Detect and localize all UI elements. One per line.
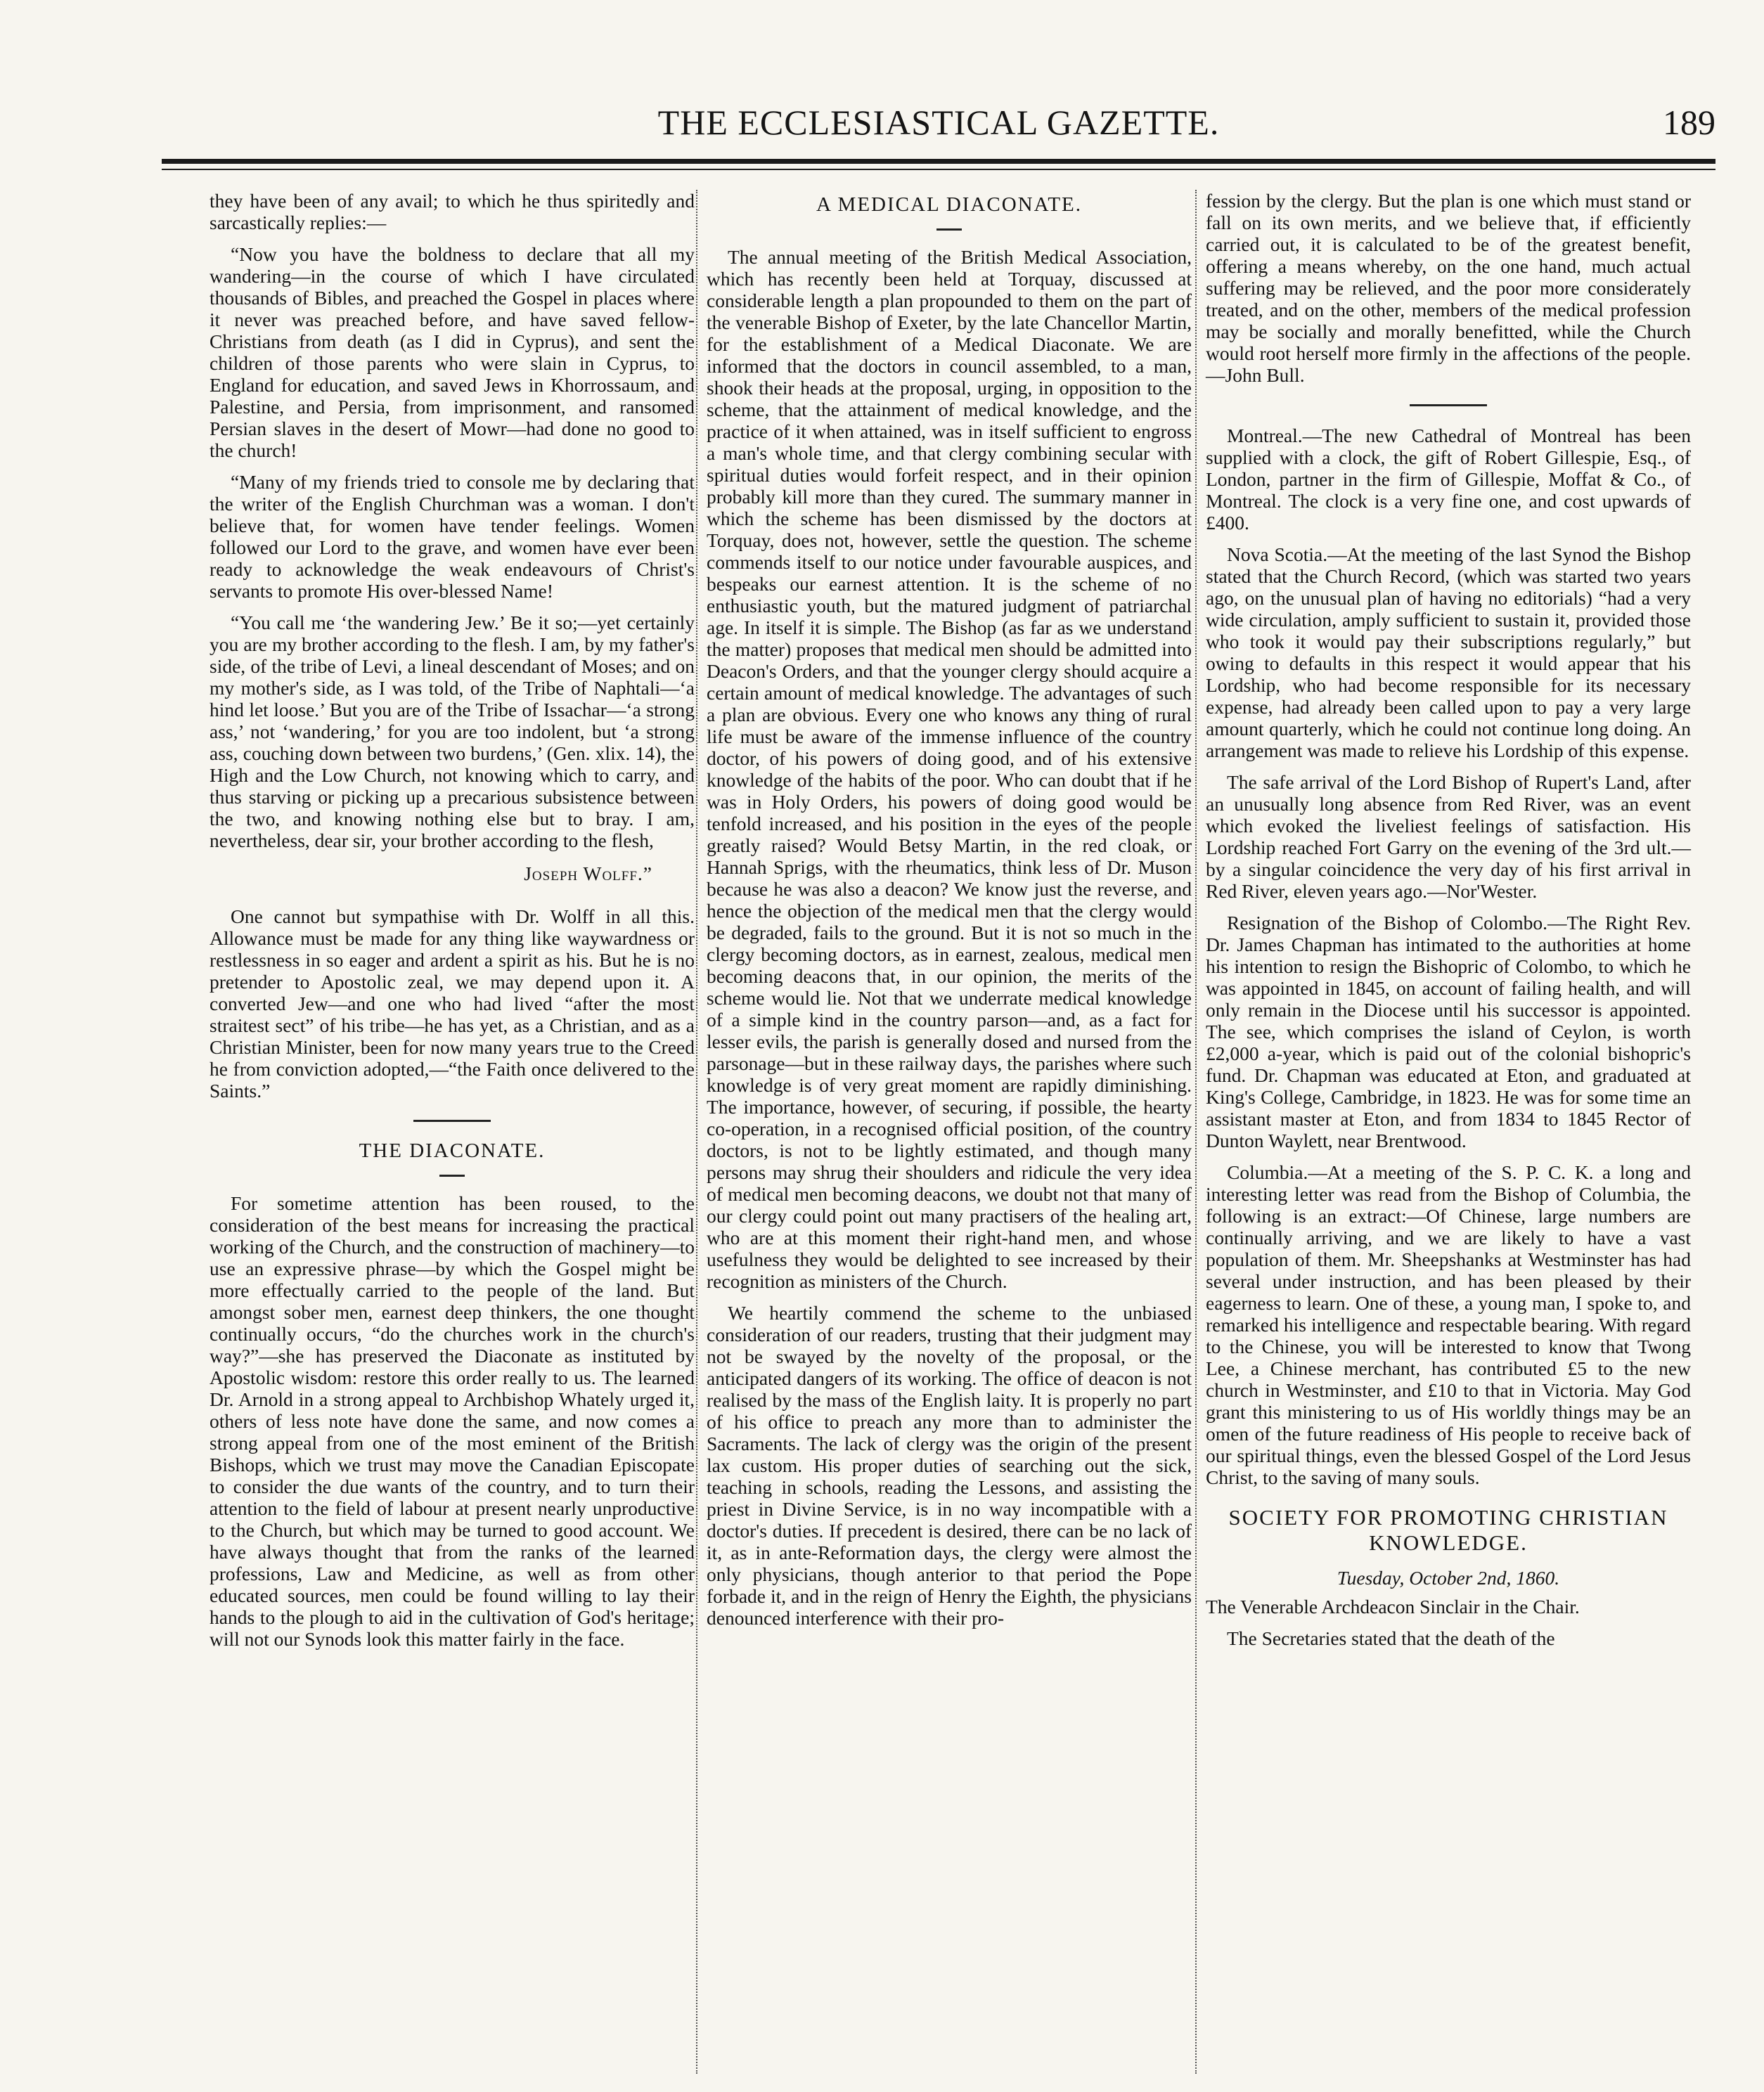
news-item-columbia: Columbia.—At a meeting of the S. P. C. K. a long and interesting letter was read from the Bishop of Columbia, the following is an extract:—Of Chinese, large numbers are continually arriving, and we are likely to have a vast population of them. Mr. Sheepshanks at Westminster has had several under instruction, and has been pleased by their eagerness to learn. One of these, a young man, I spoke to, and remarked his intelligence and respectable bearing. With regard to the Chinese, you will be interested to know that Twong Lee, a Chinese merchant, has contributed £5 to the new church in Westminster, and £10 to that in Victoria. May God grant this ministering to us of His worldly things may be an omen of the future readiness of His people to receive back of our spiritual things, even the blessed Gospel of the Lord Jesus Christ, to the saving of many souls. [1206,1161,1691,1488]
heading-underline [936,228,962,231]
news-item-colombo: Resignation of the Bishop of Colombo.—The Right Rev. Dr. James Chapman has intimated to the authorities at home his intention to resign the Bishopric of Colombo, to which he was appointed in 1845, on account of failing health, and will only remain in the Diocese until his successor is appointed. The see, which comprises the island of Ceylon, is worth £2,000 a-year, which is paid out of the colonial bishopric's fund. Dr. Chapman was educated at Eton, and graduated at King's College, Cambridge, in 1823. He was for some time an assistant master at Eton, and from 1834 to 1845 Rector of Dunton Waylett, near Brentwood. [1206,912,1691,1151]
heading-medical-diaconate: A MEDICAL DIACONATE. [816,193,1083,216]
news-item-montreal: Montreal.—The new Cathedral of Montreal has been supplied with a clock, the gift of Robert Gillespie, Esq., of London, partner in the firm of Gillespie, Moffat & Co., of Montreal. The clock is a very fine one, and cost upwards of £400. [1206,425,1691,534]
column-separator-2 [1195,190,1199,2074]
signature-joseph-wolff: Joseph Wolff.” [524,863,652,884]
masthead [162,102,1715,158]
editorial-comment: One cannot but sympathise with Dr. Wolff in all this. Allowance must be made for any thing like waywardness or restlessness in so eager and ardent a spirit as his. But he is no pretender to Apostolic zeal, we may depend upon it. A converted Jew—and one who had lived “after the most straitest sect” of his tribe—he has yet, as a Christian, and as a Christian Minister, been for now many years true to the Creed he from conviction adopted,—“the Faith once delivered to the Saints.” [210,905,695,1102]
meeting-chair: The Venerable Archdeacon Sinclair in the Chair. [1206,1596,1580,1618]
column-separator-1 [696,190,700,2074]
wolff-letter-paragraph: “Now you have the boldness to declare that all my wandering—in the course of which I have circulated thousands of Bibles, and preached the Gospel in places where it never was preached before, and have saved fellow-Christians from death (as I did in Cyprus), and sent the children of those parents who were slain in Cyprus, to England for education, and saved Jews in Khorrossaum, and Palestine, and Persia, from imprisonment, and ransomed Persian slaves in the desert of Mowr—had done no good to the church! [210,243,695,461]
section-divider [413,1120,491,1122]
medical-diaconate-paragraph: The annual meeting of the British Medical Association, which has recently been held at Torquay, discussed at considerable length a plan propounded to them on the part of the venerable Bishop of Exeter, by the late Chancellor Martin, for the establishment of a Medical Diaconate. We are informed that the doctors in council assembled, to a man, shook their heads at the proposal, urging, in opposition to the scheme, that the attainment of medical knowledge, and the practice of it when attained, was in itself sufficient to engross a man's whole time, and that clergy combining secular with spiritual duties would forfeit respect, and in their opinion probably kill more than they cured. The summary manner in which the scheme has been dismissed by the doctors at Torquay, does not, however, settle the question. The scheme commends itself to our notice under favourable auspices, and bespeaks our earnest attention. It is the scheme of no enthusiastic youth, but the matured judgment of patriarchal age. In itself it is simple. The Bishop (as far as we understand the matter) proposes that medical men should be admitted into Deacon's Orders, and that the younger clergy should acquire a certain amount of medical knowledge. The advantages of such a plan are obvious. Every one who knows any thing of rural life must be aware of the immense influence of the country doctor, of his powers of doing good, and of his extensive knowledge of the habits of the poor. Who can doubt that if he was in Holy Orders, his powers of doing good would be tenfold increased, and his position in the eyes of the people greatly raised? Would Betsy Martin, in the red cloak, or Hannah Sprigs, with the rheumatics, think less of Dr. Muson because he was also a deacon? We know just the reverse, and hence the objection of the medical men that the clergy would be degraded, fails to the ground. But it is not so much in the clergy becoming doctors, as in earnest, zealous, medical men becoming deacons that, in our opinion, the merits of the scheme would lie. Not that we underrate medical knowledge of a simple kind in the country parson—and, as a fact for lesser evils, the parish is generally dosed and nursed from the parsonage—but in these railway days, the parishes where such knowledge is of very great moment are rapidly diminishing. The importance, however, of securing, if possible, the hearty co-operation, in a recognised official position, of the country doctors, is not to be lightly estimated, and though many persons may shrug their shoulders and ridicule the very idea of medical men becoming deacons, we doubt not that many of our clergy could point out many practisers of the healing art, who are at this moment their right-hand men, and whose usefulness they would be delighted to see increased by their recognition as ministers of the Church. [707,246,1192,1292]
section-divider [1410,404,1487,406]
heading-underline [439,1175,465,1177]
medical-diaconate-paragraph: We heartily commend the scheme to the unbiased consideration of our readers, trusting that their judgment may not be swayed by the novelty of the proposal, or the anticipated dangers of its working. The office of deacon is not realised by the mass of the English laity. It is properly no part of his office to preach any more than to administer the Sacraments. The lack of clergy was the origin of the present lax custom. His proper duties of searching out the sick, teaching in schools, reading the Lessons, and assisting the priest in Divine Service, is in no way incompatible with a doctor's duties. If precedent is desired, there can be no lack of it, as in ante-Reformation days, the clergy were almost the only physicians, though anterior to that period the Pope forbade it, and in the reign of Henry the Eighth, the physicians denounced interference with their pro- [707,1302,1192,1629]
wolff-letter-intro: they have been of any avail; to which he thus spiritedly and sarcastically replies:— [210,190,695,233]
column-2 [707,190,1192,1639]
page-number: 189 [1663,103,1715,142]
header-rule-thick [162,159,1715,164]
heading-spck: SOCIETY FOR PROMOTING CHRISTIAN KNOWLEDGE. [1228,1505,1668,1555]
news-item-ruperts-land: The safe arrival of the Lord Bishop of Rupert's Land, after an unusually long absence from Red River, was an event which evoked the liveliest feelings of satisfaction. His Lordship reached Fort Garry on the evening of the 3rd ult.—by a singular coincidence the very day of his first arrival in Red River, eleven years ago.—Nor'Wester. [1206,771,1691,902]
heading-the-diaconate: THE DIACONATE. [359,1139,546,1162]
wolff-letter-paragraph: “You call me ‘the wandering Jew.’ Be it so;—yet certainly you are my brother according to the flesh. I am, by my father's side, of the tribe of Levi, a lineal descendant of Moses; and on my mother's side, as I was told, of the Tribe of Naphtali—‘a hind let loose.’ But you are of the Tribe of Issachar—‘a strong ass,’ not ‘wandering,’ for you are too indolent, but ‘a strong ass, couching down between two burdens,’ (Gen. xlix. 14), the High and the Low Church, not knowing which to carry, and thus starving or picking up a precarious subsistence between the two, and knowing nothing else but to bray. I am, nevertheless, dear sir, your brother according to the flesh, [210,612,695,851]
diaconate-article-body: For sometime attention has been roused, to the consideration of the best means for increasing the practical working of the Church, and the construction of machinery—to use an expressive phrase—by which the Gospel might be more effectually carried to the people of the land. But amongst sober men, earnest deep thinkers, the one thought continually occurs, “do the churches work in the church's way?”—she has preserved the Diaconate as instituted by Apostolic wisdom: restore this order really to us. The learned Dr. Arnold in a strong appeal to Archbishop Whately urged it, others of less note have done the same, and now comes a strong appeal from one of the most eminent of the British Bishops, which we trust may move the Canadian Episcopate to consider the due wants of the country, and to turn their attention to the field of labour at present nearly unproductive to the Church, but which may be turned to good account. We have always thought that from the ranks of the learned professions, Law and Medicine, as well as from other educated sources, men could be found willing to lay their hands to the plough to aid in the cultivation of God's heritage; will not our Synods look this matter fairly in the face. [210,1192,695,1650]
medical-diaconate-continuation: fession by the clergy. But the plan is one which must stand or fall on its own merits, and we believe that, if efficiently carried out, it is calculated to be of the greatest benefit, offering a means whereby, on the one hand, much actual suffering may be relieved, and the poor more considerately treated, and on the other, members of the medical profession may be socially and morally benefitted, while the Church would root herself more firmly in the affections of the people.—John Bull. [1206,190,1691,386]
wolff-letter-paragraph: “Many of my friends tried to console me by declaring that the writer of the English Churchman was a woman. I don't believe that, for women have tender feelings. Women followed our Lord to the grave, and women have ever been ready to acknowledge the weak endeavours of Christ's servants to promote His over-blessed Name! [210,471,695,602]
meeting-report-start: The Secretaries stated that the death of the [1227,1627,1555,1649]
newspaper-title: THE ECCLESIASTICAL GAZETTE. [657,103,1220,142]
column-3 [1206,190,1691,1659]
news-item-nova-scotia: Nova Scotia.—At the meeting of the last Synod the Bishop stated that the Church Record, (which was started two years ago, on the unusual plan of having no editorials) “had a very wide circulation, amply sufficient to sustain it, provided those who took it would pay their subscriptions regularly,” but owing to defaults in this respect it would appear that his Lordship, who had become responsible for its necessary expense, had already been called upon to pay a very large amount quarterly, which he could not continue long doing. An arrangement was made to relieve his Lordship of this expense. [1206,543,1691,761]
column-1 [210,190,695,1660]
meeting-date: Tuesday, October 2nd, 1860. [1337,1567,1560,1589]
header-rule-thin [162,169,1715,170]
